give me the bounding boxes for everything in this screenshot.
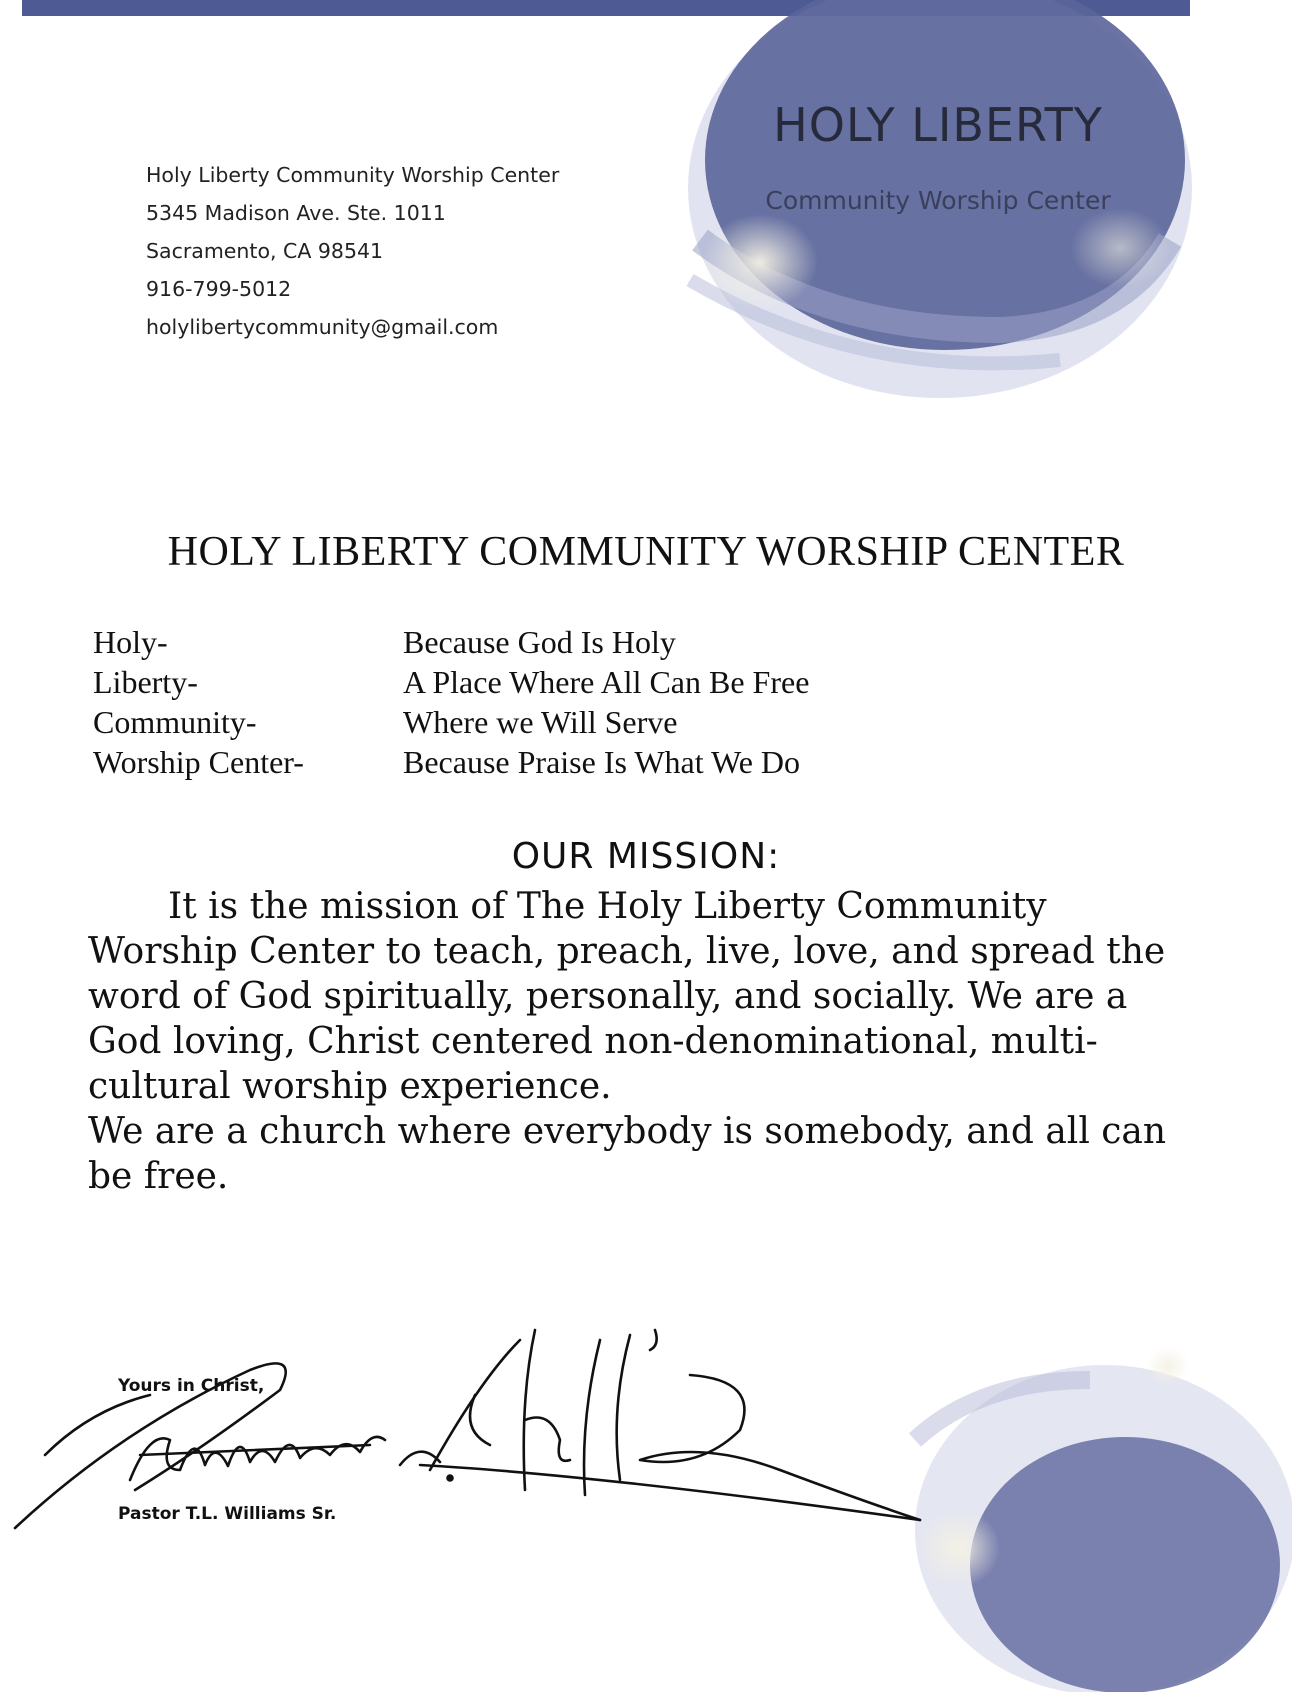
mission-paragraph: We are a church where everybody is somebody, and all can be free. bbox=[88, 1111, 1167, 1197]
acrostic-meaning: Where we Will Serve bbox=[403, 704, 678, 740]
address-street: 5345 Madison Ave. Ste. 1011 bbox=[146, 201, 446, 225]
address-city: Sacramento, CA 98541 bbox=[146, 239, 384, 263]
logo-title: HOLY LIBERTY bbox=[773, 98, 1103, 152]
acrostic-meaning: Because God Is Holy bbox=[403, 624, 676, 660]
acrostic-meaning: A Place Where All Can Be Free bbox=[403, 664, 810, 700]
acrostic-term: Holy- bbox=[93, 624, 168, 660]
acrostic-meaning: Because Praise Is What We Do bbox=[403, 744, 801, 780]
closing-salutation: Yours in Christ, bbox=[118, 1376, 265, 1396]
acrostic-term: Worship Center- bbox=[93, 744, 304, 780]
document-title: HOLY LIBERTY COMMUNITY WORSHIP CENTER bbox=[167, 529, 1125, 575]
logo-subtitle: Community Worship Center bbox=[765, 186, 1111, 215]
acrostic-term: Liberty- bbox=[93, 664, 198, 700]
mission-paragraph: It is the mission of The Holy Liberty Community Worship Center to teach, preach, live, love, and spread the word of God spiritually, personally, and socially. We are a God loving, Christ centered non-denominational, multi-cultural worship experience. bbox=[88, 886, 1166, 1107]
address-phone: 916-799-5012 bbox=[146, 277, 292, 301]
address-org-name: Holy Liberty Community Worship Center bbox=[146, 163, 560, 187]
pastor-name: Pastor T.L. Williams Sr. bbox=[118, 1504, 337, 1524]
mission-heading: OUR MISSION: bbox=[511, 836, 781, 877]
address-email: holylibertycommunity@gmail.com bbox=[146, 315, 499, 339]
acrostic-term: Community- bbox=[93, 704, 257, 740]
